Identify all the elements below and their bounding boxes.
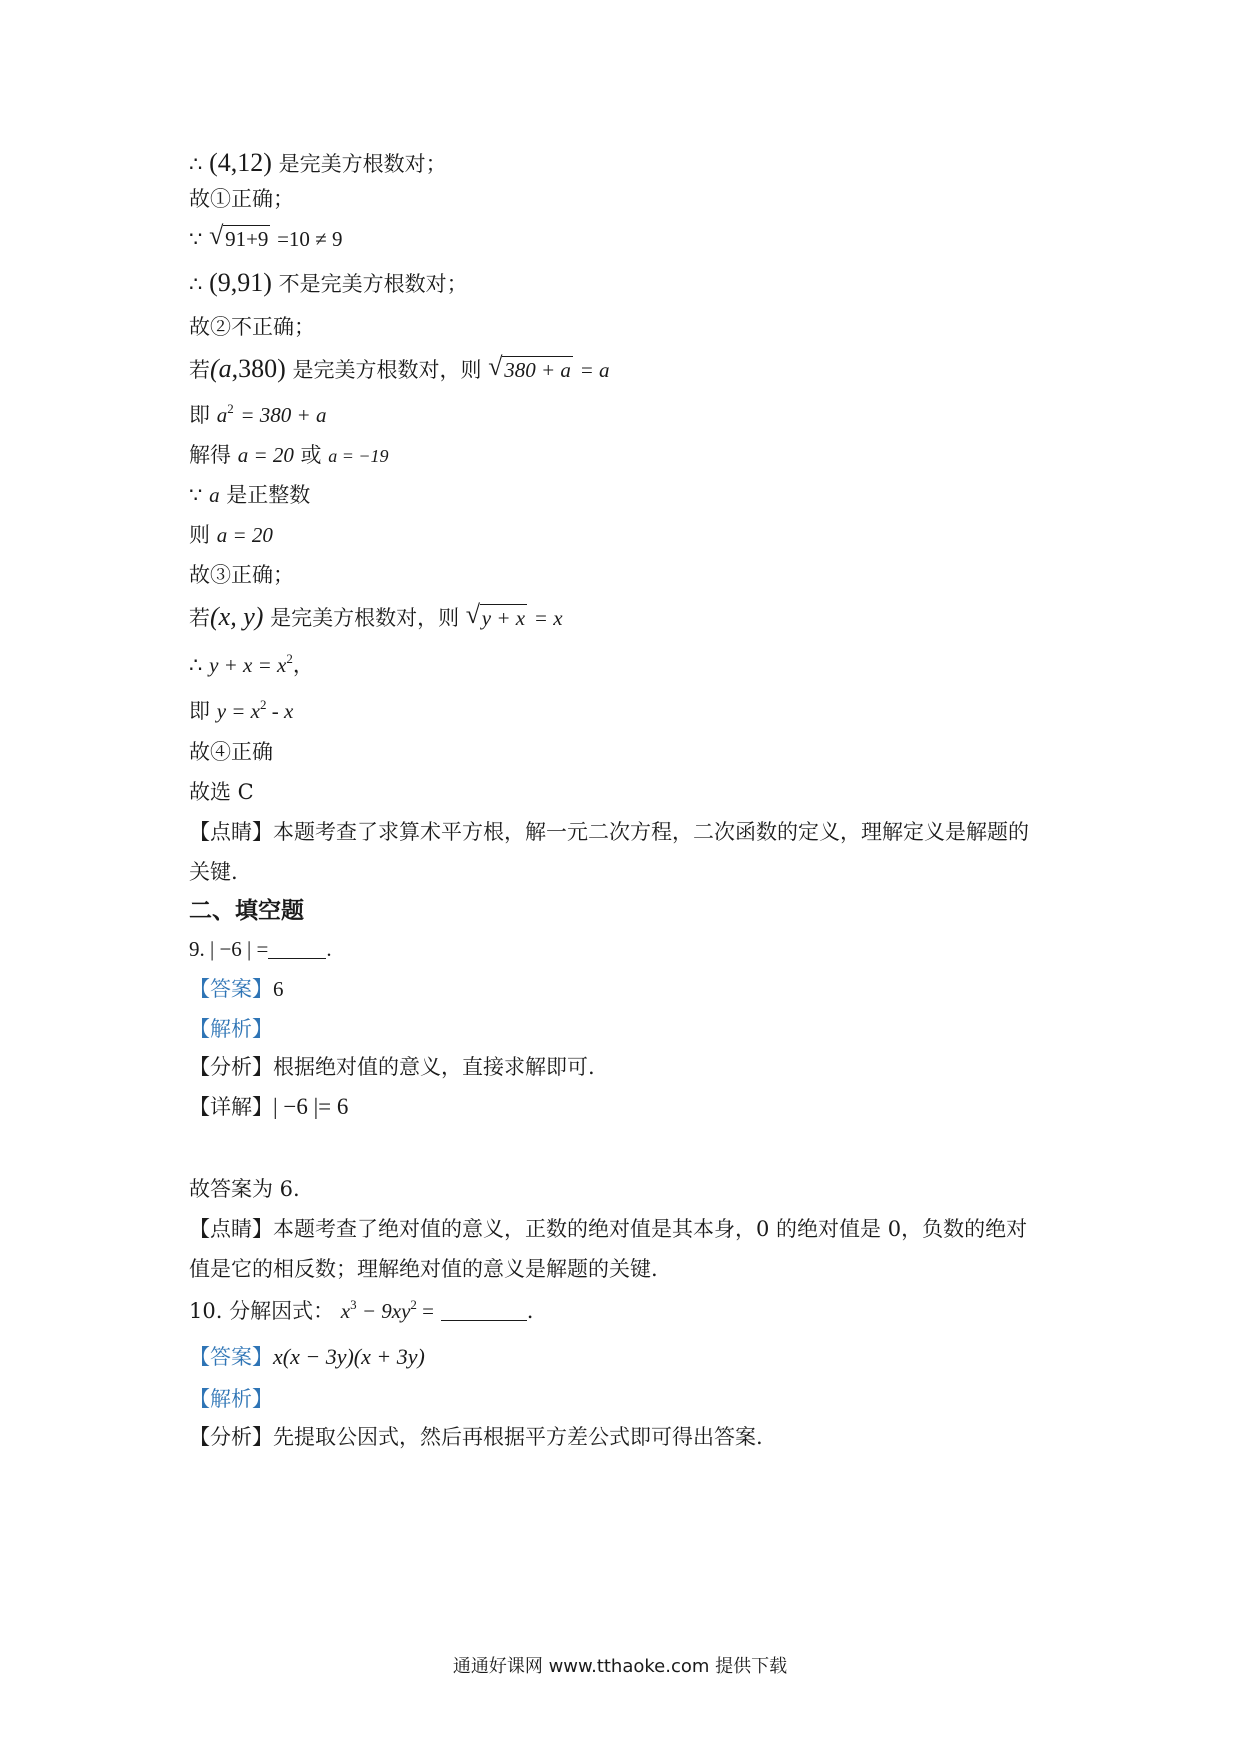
fenxi-text: 先提取公因式，然后再根据平方差公式即可得出答案. — [273, 1425, 763, 1449]
q10-fenxi — [189, 1422, 763, 1452]
line-text: 若 — [189, 606, 210, 630]
answer-tag: 【答案】 — [189, 977, 273, 1001]
line-text: 是完美方根数对，则 — [292, 358, 482, 382]
question-10 — [189, 1296, 533, 1326]
answer-value: x(x − 3y)(x + 3y) — [273, 1344, 425, 1369]
fenxi-tag: 【分析】 — [189, 1055, 273, 1079]
math-exponent: 3 — [350, 1297, 357, 1312]
q9-comment-2: 值是它的相反数；理解绝对值的意义是解题的关键. — [189, 1257, 658, 1281]
sqrt-expression: √ 91+9 — [209, 221, 269, 251]
page-footer: 通通好课网 www.tthaoke.com 提供下载 — [452, 1656, 788, 1677]
section-heading: 二、填空题 — [189, 897, 304, 924]
radicand: 380 + a — [504, 358, 571, 382]
line-if-x-y — [189, 602, 563, 633]
comment-line-1: 【点睛】本题考查了求算术平方根，解一元二次方程，二次函数的定义，理解定义是解题的 — [189, 820, 1029, 844]
math-exponent: 2 — [286, 651, 293, 666]
q10-analysis-tag: 【解析】 — [189, 1387, 273, 1411]
q9-fenxi — [189, 1052, 595, 1082]
math-term: − 9xy — [356, 1299, 411, 1323]
q9-xiangjie — [189, 1092, 348, 1122]
line-text: 若 — [189, 358, 210, 382]
line-solutions — [189, 440, 389, 471]
line-a-equals-20 — [189, 520, 273, 550]
line-y-plus-x — [189, 650, 314, 680]
q9-analysis-tag: 【解析】 — [189, 1017, 273, 1041]
line-text: 是完美方根数对； — [278, 152, 447, 176]
punctuation: ， — [292, 653, 314, 677]
math-exponent: 2 — [227, 401, 234, 416]
math-solution-2: a = −19 — [328, 446, 389, 466]
answer-blank — [268, 936, 326, 959]
line-correct-1: 故①正确； — [189, 187, 294, 211]
line-correct-4: 故④正确 — [189, 740, 273, 764]
math-solution-1: a = 20 — [237, 443, 294, 467]
math-term: x — [340, 1299, 351, 1323]
xiangjie-text: | −6 |= 6 — [273, 1094, 349, 1119]
math-exponent: 2 — [410, 1297, 417, 1312]
therefore-symbol: ∴ — [189, 653, 203, 677]
sqrt-expression: √ 380 + a — [488, 352, 571, 382]
line-text: 则 — [189, 523, 210, 547]
q10-answer — [189, 1342, 425, 1372]
fenxi-tag: 【分析】 — [189, 1425, 273, 1449]
line-positive-integer — [189, 480, 310, 510]
equation-lhs: y = x — [216, 699, 260, 723]
equation-rhs: = 380 + a — [240, 403, 327, 427]
math-exponent: 2 — [260, 697, 267, 712]
line-a-squared — [189, 400, 326, 430]
math-pair: (4,12) — [209, 148, 272, 177]
equation-tail: - x — [266, 699, 294, 723]
q9-comment-1: 【点睛】本题考查了绝对值的意义，正数的绝对值是其本身，0 的绝对值是 0，负数的绝对 — [189, 1217, 1028, 1241]
answer-blank — [441, 1298, 527, 1321]
line-text: 即 — [189, 403, 210, 427]
radicand: y + x — [481, 606, 526, 630]
punctuation: . — [326, 937, 332, 961]
line-y-equals — [189, 696, 293, 726]
line-text: 或 — [300, 443, 322, 467]
equation-rhs: = a — [579, 358, 610, 382]
math-variable: a — [209, 483, 220, 507]
math-base: a — [216, 403, 228, 427]
line-choice-c: 故选 C — [189, 780, 254, 804]
because-symbol: ∵ — [189, 483, 203, 507]
question-9 — [189, 934, 332, 964]
line-text: 不是完美方根数对； — [278, 272, 468, 296]
math-equals: = — [416, 1299, 434, 1323]
equation-lhs: y + x = x — [209, 653, 287, 677]
line-because-sqrt-100 — [189, 221, 343, 254]
line-if-a-380 — [189, 354, 610, 385]
line-conclusion-9-91 — [189, 268, 468, 299]
math-pair: (a,380) — [210, 354, 286, 383]
math-pair: (x, y) — [210, 602, 264, 631]
equation-rhs: = x — [533, 606, 563, 630]
q9-conclusion: 故答案为 6. — [189, 1177, 300, 1201]
answer-value: 6 — [273, 977, 284, 1001]
line-text: 即 — [189, 699, 210, 723]
fenxi-text: 根据绝对值的意义，直接求解即可. — [273, 1055, 595, 1079]
line-conclusion-4-12 — [189, 148, 447, 179]
line-text: 解得 — [189, 443, 231, 467]
line-correct-3: 故③正确； — [189, 563, 294, 587]
sqrt-expression: √ y + x — [465, 600, 526, 630]
equation-rhs: =10 ≠ 9 — [277, 227, 343, 251]
punctuation: . — [526, 1299, 534, 1323]
comment-line-2: 关键. — [189, 860, 238, 884]
therefore-symbol: ∴ — [189, 152, 203, 176]
line-incorrect-2: 故②不正确； — [189, 315, 315, 339]
q9-answer — [189, 974, 284, 1004]
question-text: 10. 分解因式： — [189, 1299, 335, 1323]
math-pair: (9,91) — [209, 268, 272, 297]
therefore-symbol: ∴ — [189, 272, 203, 296]
question-text: 9. | −6 | = — [189, 937, 269, 961]
math-value: a = 20 — [216, 523, 273, 547]
answer-tag: 【答案】 — [189, 1345, 273, 1369]
line-text: 是正整数 — [226, 483, 311, 507]
because-symbol: ∵ — [189, 227, 203, 251]
xiangjie-tag: 【详解】 — [189, 1095, 273, 1119]
line-text: 是完美方根数对，则 — [270, 606, 460, 630]
radicand: 91+9 — [225, 227, 269, 251]
